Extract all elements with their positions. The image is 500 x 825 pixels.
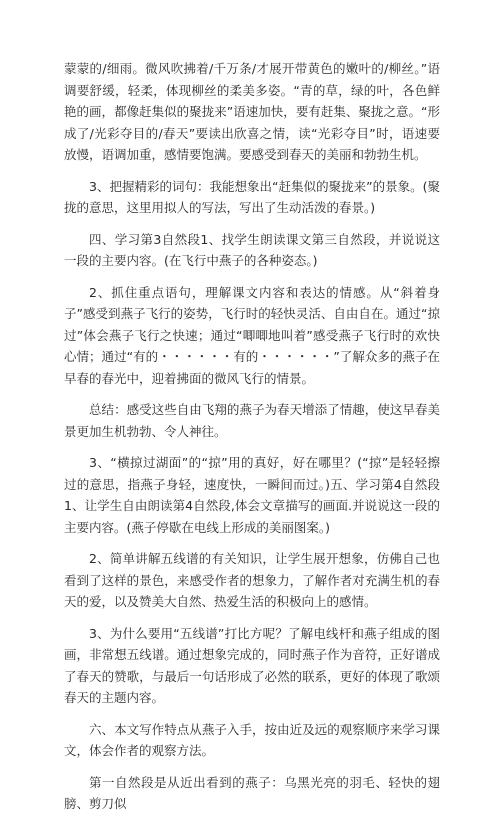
document-page bbox=[64, 58, 440, 825]
paragraph-10: 第一自然段是从近出看到的燕子：乌黑光亮的羽毛、轻快的翅膀、剪刀似 bbox=[64, 774, 440, 811]
paragraph-4: 2、抓住重点语句，理解课文内容和表达的情感。从“斜着身子”感受到燕子飞行的姿势，飞行时的轻快灵活、自由自在。通过“掠过”体会燕子飞行之快速；通过“唧唧地叫着”感受燕子飞行时的欢快心情；通过“有的・・・・・・有的・・・・・・”了解众多的燕子在早春的春光中，迎着拂面的微风飞行的情景。 bbox=[64, 284, 440, 386]
paragraph-8: 3、为什么要用“五线谱”打比方呢？了解电线杆和燕子组成的图画，非常想五线谱。通过想象完成的，同时燕子作为音符，正好谱成了春天的赞歌，与最后一句话形成了必然的联系，更好的体现了歌颂春天的主题内容。 bbox=[64, 625, 440, 705]
paragraph-5: 总结：感受这些自由飞翔的燕子为春天增添了情趣，使这早春美景更加生机勃勃、令人神往。 bbox=[64, 402, 440, 439]
paragraph-3: 四、学习第3自然段1、找学生朗读课文第三自然段，并说说这一段的主要内容。(在飞行中燕子的各种姿态。) bbox=[64, 231, 440, 268]
paragraph-2: 3、把握精彩的词句：我能想象出“赶集似的聚拢来”的景象。(聚拢的意思，这里用拟人的写法，写出了生动活泼的春景。) bbox=[64, 178, 440, 215]
paragraph-7: 2、简单讲解五线谱的有关知识，让学生展开想象，仿佛自己也看到了这样的景色，来感受作者的想象力，了解作者对充满生机的春天的爱，以及赞美大自然、热爱生活的积极向上的感情。 bbox=[64, 551, 440, 609]
paragraph-9: 六、本文写作特点从燕子入手，按由近及远的观察顺序来学习课文，体会作者的观察方法。 bbox=[64, 721, 440, 758]
paragraph-6: 3、“横掠过湖面”的“掠”用的真好，好在哪里？(“掠”是轻轻擦过的意思，指燕子身轻，速度快，一瞬间而过。)五、学习第4自然段1、让学生自由朗读第4自然段,体会文章描写的画面.并说说这一段的主要内容。(燕子停歇在电线上形成的美丽图案。) bbox=[64, 455, 440, 535]
paragraph-1: 蒙蒙的/细雨。微风吹拂着/千万条/才展开带黄色的嫩叶的/柳丝。”语调要舒缓，轻柔，体现柳丝的柔美多姿。“青的草，绿的叶，各色鲜艳的画，都像赶集似的聚拢来”语速加快，要有赶集、聚拢之意。“形成了/光彩夺目的/春天”要读出欣喜之情，读“光彩夺目”时，语速要放慢，语调加重，感情要饱满。要感受到春天的美丽和勃勃生机。 bbox=[64, 61, 440, 162]
